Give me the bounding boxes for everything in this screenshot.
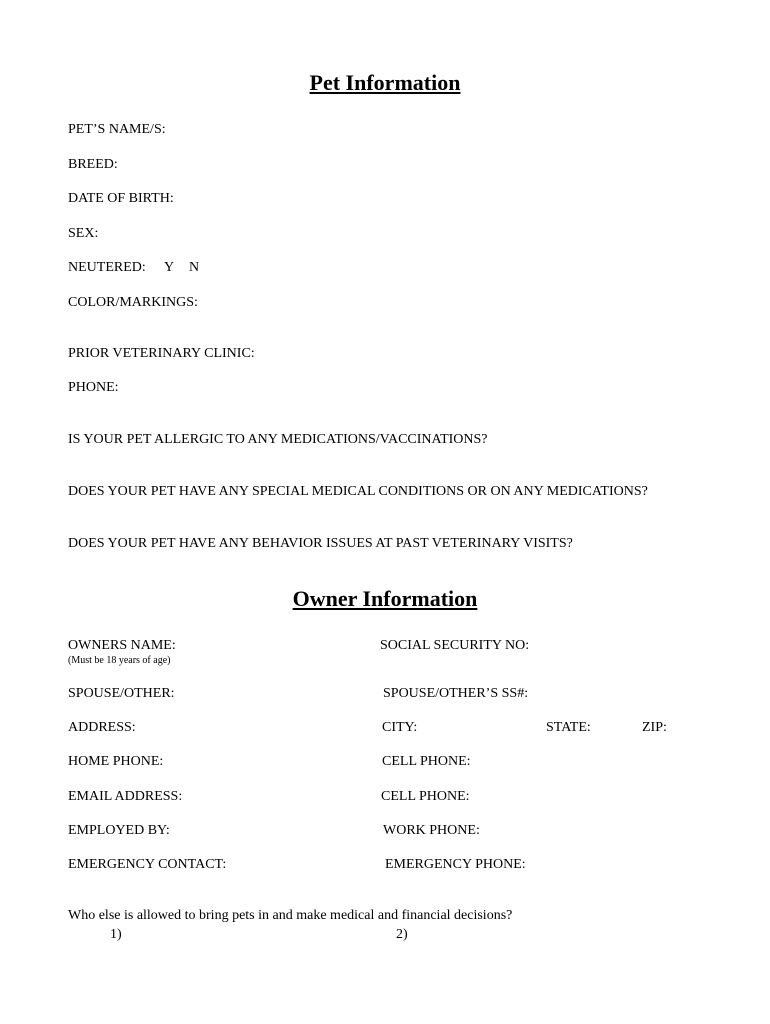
breed-label: BREED:	[68, 157, 118, 172]
home-phone-label: HOME PHONE:	[68, 754, 164, 769]
authorized-person-1-label: 1)	[110, 927, 122, 942]
zip-label: ZIP:	[642, 720, 667, 735]
emergency-phone-label: EMERGENCY PHONE:	[385, 857, 526, 872]
employed-by-label: EMPLOYED BY:	[68, 823, 170, 838]
spouse-ssn-label: SPOUSE/OTHER’S SS#:	[383, 686, 529, 701]
behavior-issues-question: DOES YOUR PET HAVE ANY BEHAVIOR ISSUES AT PAST VETERINARY VISITS?	[68, 536, 573, 551]
ssn-label: SOCIAL SECURITY NO:	[380, 638, 530, 653]
owner-information-heading: Owner Information	[292, 586, 478, 611]
medical-conditions-question: DOES YOUR PET HAVE ANY SPECIAL MEDICAL CONDITIONS OR ON ANY MEDICATIONS?	[68, 484, 648, 499]
work-phone-label: WORK PHONE:	[383, 823, 480, 838]
pet-information-heading: Pet Information	[309, 70, 461, 95]
sex-label: SEX:	[68, 226, 99, 241]
allergy-question: IS YOUR PET ALLERGIC TO ANY MEDICATIONS/VACCINATIONS?	[68, 432, 488, 447]
clinic-phone-label: PHONE:	[68, 380, 119, 395]
neutered-label: NEUTERED:	[68, 260, 146, 275]
color-markings-label: COLOR/MARKINGS:	[68, 295, 198, 310]
pet-names-label: PET’S NAME/S:	[68, 122, 166, 137]
cell-phone-label: CELL PHONE:	[382, 754, 471, 769]
authorized-person-2-label: 2)	[396, 927, 408, 942]
neutered-no-option[interactable]: N	[189, 260, 200, 275]
spouse-label: SPOUSE/OTHER:	[68, 686, 175, 701]
neutered-yes-option[interactable]: Y	[164, 260, 175, 275]
email-label: EMAIL ADDRESS:	[68, 789, 183, 804]
date-of-birth-label: DATE OF BIRTH:	[68, 191, 174, 206]
emergency-contact-label: EMERGENCY CONTACT:	[68, 857, 227, 872]
city-label: CITY:	[382, 720, 418, 735]
owners-name-label: OWNERS NAME:	[68, 638, 176, 653]
authorized-persons-question: Who else is allowed to bring pets in and make medical and financial decisions?	[68, 908, 513, 923]
state-label: STATE:	[546, 720, 591, 735]
address-label: ADDRESS:	[68, 720, 136, 735]
prior-clinic-label: PRIOR VETERINARY CLINIC:	[68, 346, 255, 361]
cell-phone-label-2: CELL PHONE:	[381, 789, 470, 804]
owners-name-age-note: (Must be 18 years of age)	[68, 655, 171, 666]
